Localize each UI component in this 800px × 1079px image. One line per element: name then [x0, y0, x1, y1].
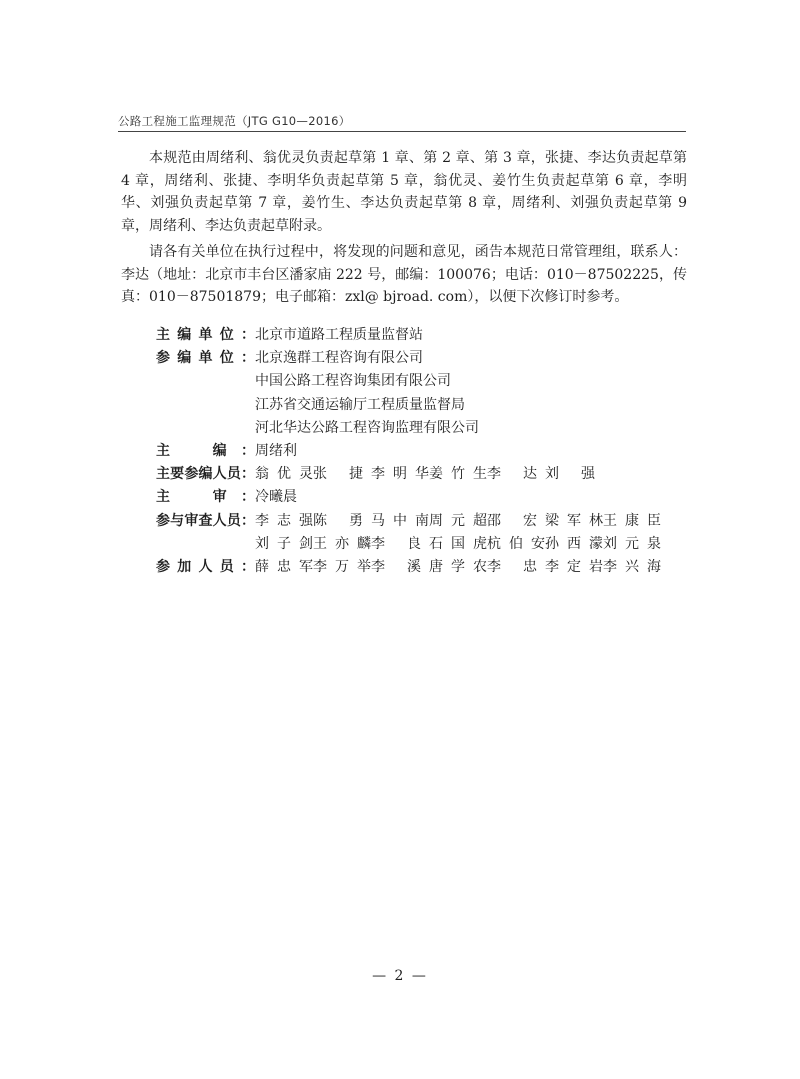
- credit-continuation: [156, 394, 661, 417]
- person-name: 孙西濛: [545, 535, 603, 552]
- person-name: 李溪: [371, 558, 421, 575]
- person-name: 冷曦晨: [255, 489, 297, 506]
- body-text: [121, 147, 687, 312]
- name-list: [255, 556, 661, 579]
- credit-continuation: [156, 370, 661, 393]
- person-name: 张捷: [313, 466, 363, 483]
- paragraph-feedback-contact: 请各有关单位在执行过程中，将发现的问题和意见，函告本规范日常管理组，联系人：李达（地址：北京市丰台区潘家庙 222 号，邮编：100076；电话：010－87502225，传真：010－87501879；电子邮箱：zxl@ bjroad. com），以便下次修订时参考。: [121, 243, 687, 306]
- credit-continuation: [156, 417, 661, 440]
- credit-label: 主编单位：: [156, 327, 255, 343]
- name-list: [255, 510, 661, 533]
- person-name: 梁军林: [545, 512, 603, 529]
- credit-label: 参加人员：: [156, 558, 255, 575]
- credit-participating-units: [156, 347, 661, 370]
- person-name: 李兴海: [603, 558, 661, 575]
- person-name: 石国虎: [429, 535, 487, 552]
- credit-chief-reviewer: [156, 486, 661, 509]
- person-name: 李志强: [255, 512, 313, 529]
- person-name: 翁优灵: [255, 466, 313, 483]
- credit-participants: [156, 556, 661, 579]
- organization-name: 河北华达公路工程咨询监理有限公司: [255, 419, 479, 436]
- organization-name: 江苏省交通运输厅工程质量监督局: [255, 396, 465, 413]
- person-name: 李万举: [313, 558, 371, 575]
- person-name: 刘元泉: [603, 535, 661, 552]
- credit-label: 主 审：: [156, 489, 255, 506]
- organization-name: 北京逸群工程咨询有限公司: [255, 350, 423, 367]
- header-rule: [118, 131, 686, 132]
- person-name: 李良: [371, 535, 421, 552]
- person-name: 杭伯安: [487, 535, 545, 552]
- person-name: 姜竹生: [429, 466, 487, 483]
- running-header: 公路工程施工监理规范（JTG G10—2016）: [118, 114, 351, 128]
- page-number: — 2 —: [372, 968, 428, 984]
- credit-label: 主 编：: [156, 442, 255, 459]
- credit-chief-unit: [156, 324, 661, 347]
- person-name: 唐学农: [429, 558, 487, 575]
- credit-label: 主要参编人员：: [156, 466, 255, 483]
- person-name: 邵宏: [487, 512, 537, 529]
- person-name: 王康臣: [603, 512, 661, 529]
- person-name: 刘强: [545, 466, 595, 483]
- person-name: 李明华: [371, 466, 429, 483]
- credit-label: 参与审查人员：: [156, 512, 255, 529]
- person-name: 李达: [487, 466, 537, 483]
- person-name: 薛忠军: [255, 558, 313, 575]
- credit-label: 参编单位：: [156, 350, 255, 367]
- person-name: 刘子剑: [255, 535, 313, 552]
- paragraph-drafting-responsibility: 本规范由周绪利、翁优灵负责起草第 1 章、第 2 章、第 3 章，张捷、李达负责起草第 4 章，周绪利、张捷、李明华负责起草第 5 章，翁优灵、姜竹生负责起草第 6 章，李明华、刘强负责起草第 7 章，姜竹生、李达负责起草第 8 章，周绪利、刘强负责起草第 9 章，周绪利、李达负责起草附录。: [121, 150, 687, 235]
- person-name: 周元超: [429, 512, 487, 529]
- name-list: [255, 533, 661, 556]
- person-name: 李忠: [487, 558, 537, 575]
- person-name: 马中南: [371, 512, 429, 529]
- credit-reviewers: [156, 510, 661, 533]
- credit-continuation: [156, 533, 661, 556]
- person-name: 陈勇: [313, 512, 363, 529]
- credits-list: [156, 324, 661, 579]
- credit-main-editors: [156, 463, 661, 486]
- credit-chief-editor: [156, 440, 661, 463]
- organization-name: 北京市道路工程质量监督站: [255, 327, 423, 343]
- person-name: 周绪利: [255, 442, 297, 459]
- person-name: 王亦麟: [313, 535, 371, 552]
- name-list: [255, 463, 603, 486]
- person-name: 李定岩: [545, 558, 603, 575]
- organization-name: 中国公路工程咨询集团有限公司: [255, 373, 451, 390]
